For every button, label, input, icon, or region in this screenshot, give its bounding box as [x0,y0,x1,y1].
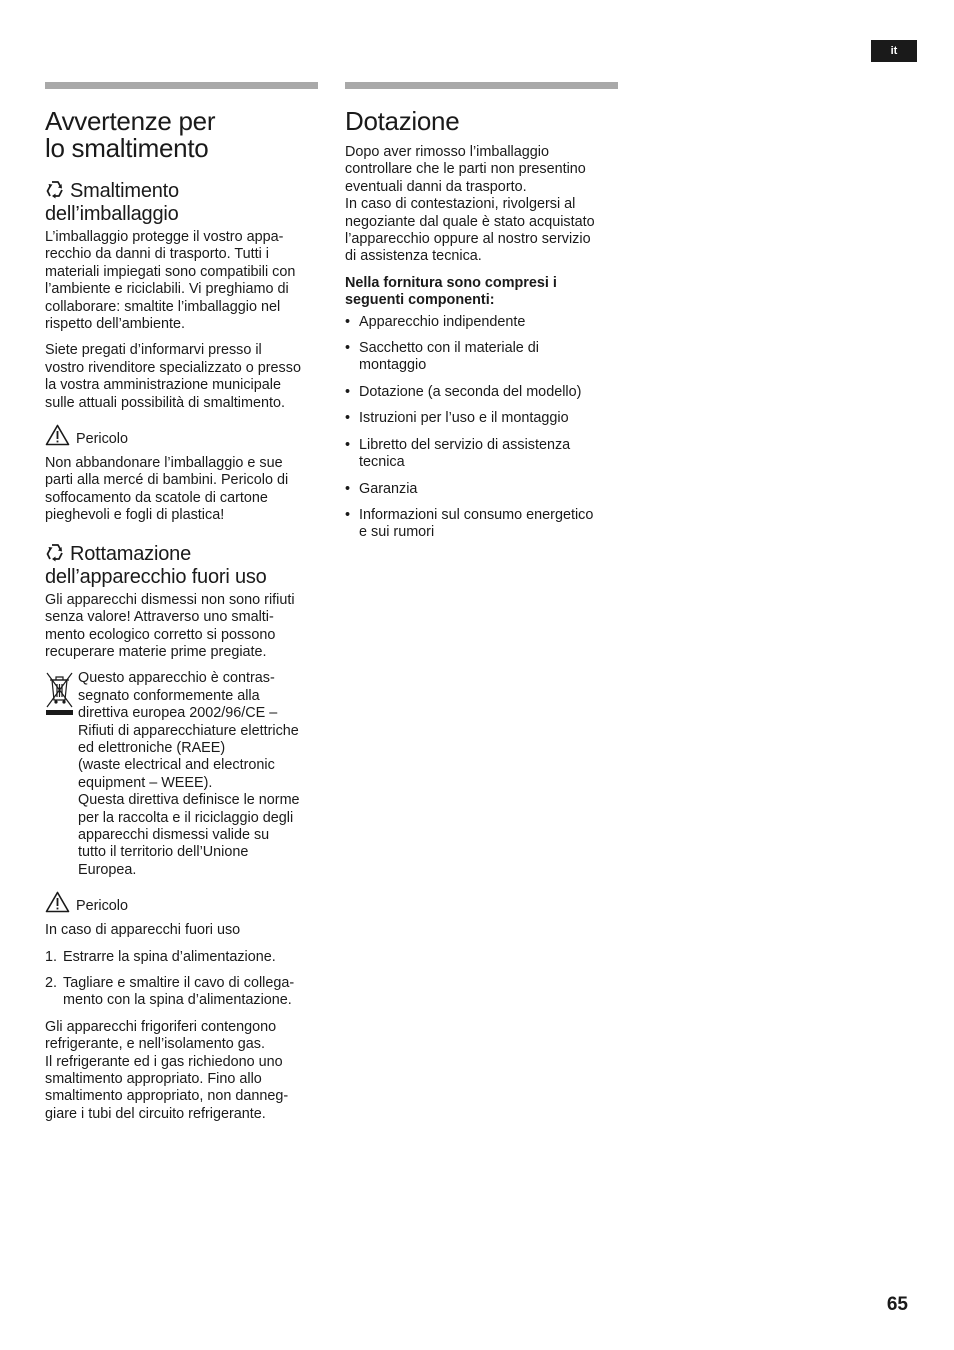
list-item: • Sacchetto con il materiale di montaggio [345,340,539,374]
section-rule [45,82,318,89]
list-item: 2. Tagliare e smaltire il cavo di collega- mento con la spina d’alimentazione. [45,975,295,1009]
danger-label: Pericolo [76,898,128,915]
refrigerant-paragraph: Gli apparecchi frigoriferi contengono refrigerante, e nell’isolamento gas. Il refrigerante ed i gas richiedono uno smaltimento appropriato. Fino allo smaltimento appropriato, non danneg- giare i tubi del circuito refrigerante. [45,1018,289,1122]
supply-intro: Dopo aver rimosso l’imballaggio controllare che le parti non presentino eventuali danni da trasporto. In caso di contestazioni, rivolgersi al negoziante dal quale è stato acquistato l’apparecchio oppure al nostro servizio di assistenza tecnica. [345,144,595,265]
disposal-paragraph-1: Gli apparecchi dismessi non sono rifiuti senza valore! Attraverso uno smalti- mento ecologico corretto si possono recuperare materie prime pregiate. [45,591,295,660]
list-item: • Istruzioni per l’uso e il montaggio [345,410,569,427]
danger-intro: In caso di apparecchi fuori uso [45,922,241,939]
heading-packaging-disposal: Smaltimento dell’imballaggio [45,180,179,225]
list-item: • Dotazione (a seconda del modello) [345,383,582,400]
crossed-bin-icon [45,670,74,716]
page-number: 65 [886,1294,908,1315]
list-item: • Libretto del servizio di assistenza tecnica [345,436,571,471]
packaging-paragraph-2: Siete pregati d’informarvi presso il vostro rivenditore specializzato o presso la vostra amministrazione municipale sulle attuali possibilità di smaltimento. [45,342,301,411]
recycle-icon [45,542,65,562]
supply-list [345,314,618,542]
warning-triangle-icon [45,424,70,446]
left-column [45,82,318,1123]
danger-label: Pericolo [76,431,128,448]
list-item: • Garanzia [345,480,418,497]
supply-list-label: Nella fornitura sono compresi i seguenti componenti: [345,274,557,309]
list-item: • Apparecchio indipendente [345,313,526,330]
danger-notice-packaging [45,424,318,446]
section-title-disposal: Avvertenze per lo smaltimento [45,106,216,163]
weee-text: Questo apparecchio è contras- segnato conformemente alla direttiva europea 2002/96/CE – Rifiuti di apparecchiature elettriche ed elettroniche (RAEE) (waste electrical and electronic equipment – WEEE). Questa direttiva definisce le norme per la raccolta e il riciclaggio degli apparecchi dismessi valide su tutto il territorio dell’Unione Europea. [78,670,300,878]
right-column [345,82,618,551]
packaging-paragraph-1: L’imballaggio protegge il vostro appa- recchio da danni di trasporto. Tutti i materiali impiegati sono compatibili con l’ambiente e riciclabili. Vi preghiamo di collaborare: smaltite l’imballaggio nel rispetto dell’ambiente. [45,229,296,333]
warning-triangle-icon [45,891,70,913]
weee-notice [45,670,318,879]
disposal-steps [45,949,318,1010]
language-code: it [890,45,898,57]
heading-appliance-disposal: Rottamazione dell’apparecchio fuori uso [45,542,267,588]
section-rule [345,82,618,89]
section-title-supply: Dotazione [345,106,460,136]
list-item: • Informazioni sul consumo energetico e sui rumori [345,506,594,541]
list-item: 1. Estrarre la spina d’alimentazione. [45,948,276,965]
danger-text-packaging: Non abbandonare l’imballaggio e sue parti alla mercé di bambini. Pericolo di soffocamento da scatole di cartone pieghevoli e fogli di plastica! [45,455,289,524]
language-tab [871,40,917,62]
danger-notice-appliance [45,891,318,913]
recycle-icon [45,179,65,199]
